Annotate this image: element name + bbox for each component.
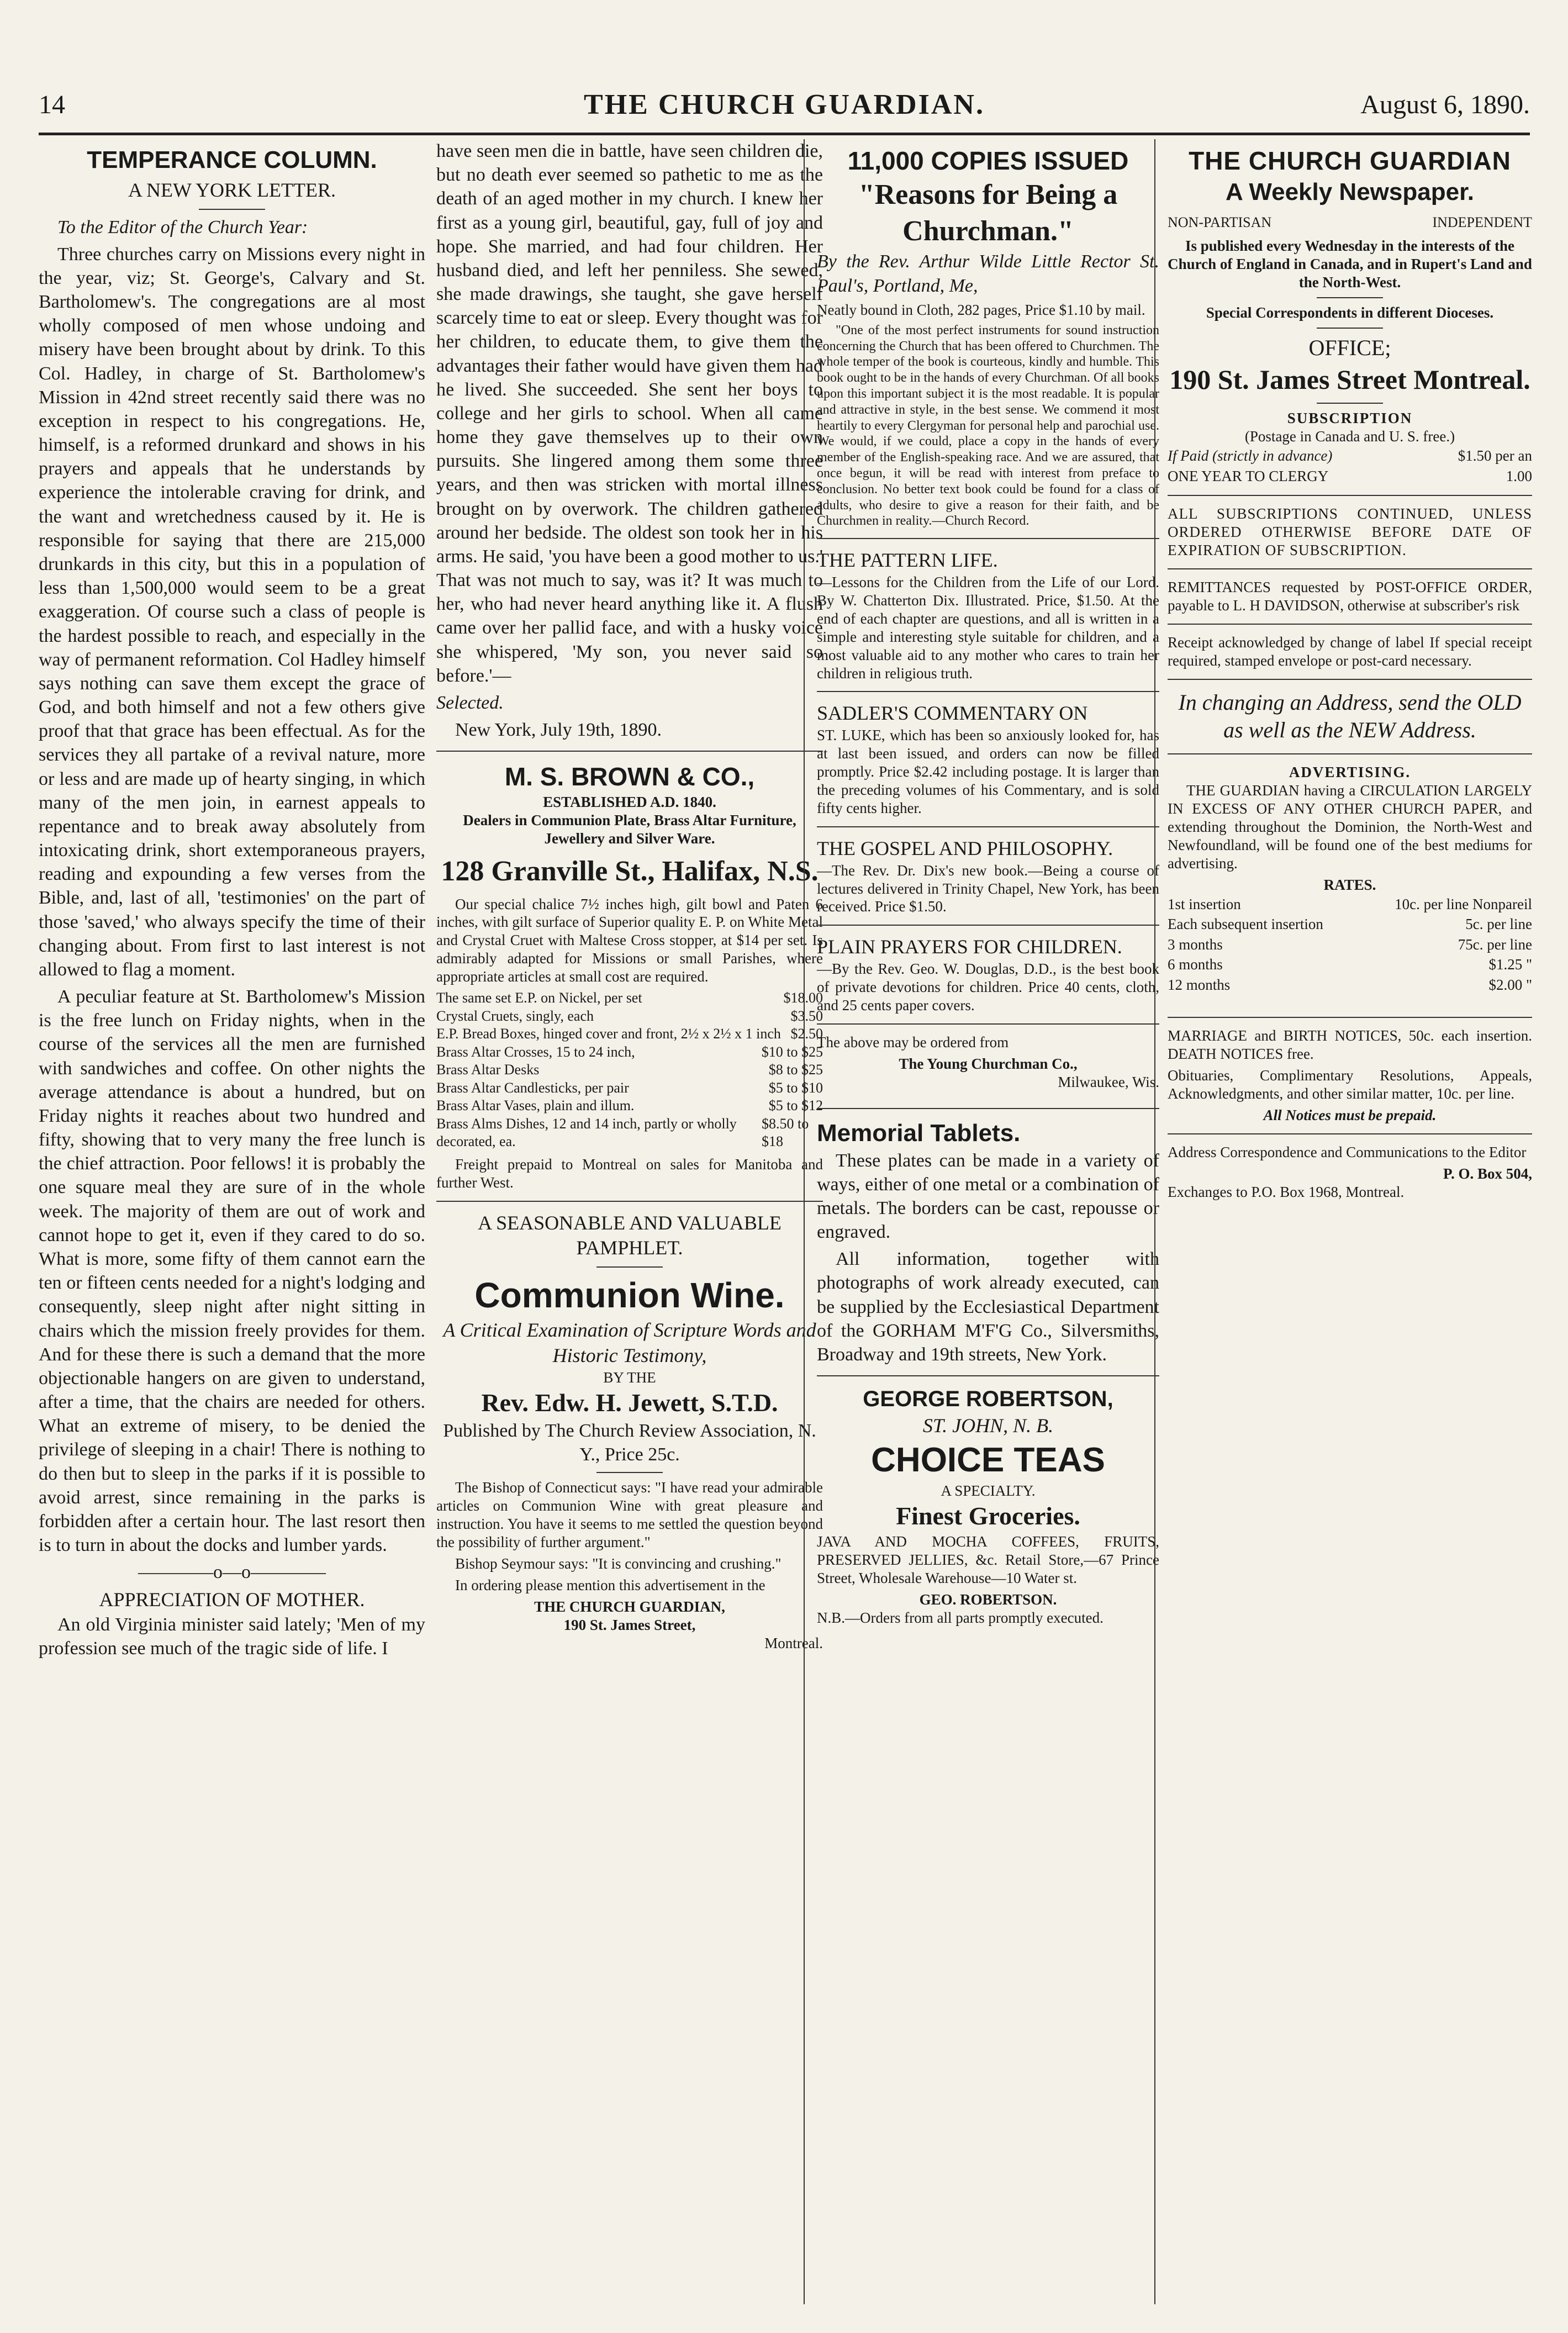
price-item: Brass Alms Dishes, 12 and 14 inch, partly or wholly decorated, ea. $8.50 to $18 [436,1115,809,1150]
sadler-title: SADLER'S COMMENTARY ON [817,702,1088,725]
exchanges-note: Exchanges to P.O. Box 1968, Montreal. [1168,1183,1405,1200]
pamphlet-author: Rev. Edw. H. Jewett, S.T.D. [481,1388,778,1417]
order-firm: The Young Churchman Co., [899,1055,1078,1072]
gospel-title: THE GOSPEL AND PHILOSOPHY. [817,837,1113,859]
postage-note: (Postage in Canada and U. S. free.) [1244,428,1455,445]
robertson-nb: N.B.—Orders from all parts promptly executed. [817,1609,1104,1626]
divider [1168,568,1532,569]
communion-wine-title: Communion Wine. [474,1275,785,1316]
price-item: E.P. Bread Boxes, hinged cover and front, 2½ x 2½ x 1 inch $2.50 [436,1026,823,1042]
brown-ad-body: Our special chalice 7½ inches high, gilt bowl and Paten 6 inches, with gilt surface of Superior quality E. P. on White Metal and Crystal Cruet with Maltese Cross stopper, at $14 per set. Is admirably adapted for Missions or small Parishes, where appropriate articles at small cost are required. [436,895,823,985]
column-3 [804,139,1159,2304]
specialty-label: A SPECIALTY. [941,1482,1036,1500]
po-box: P. O. Box 504, [1443,1165,1532,1182]
sadler-body: ST. LUKE, which has been so anxiously looked for, has at last been issued, and orders can now be filled promptly. Price $2.42 including postage. It is larger than the preceding volumes of his Commentary, and is sold fifty cents higher. [817,727,1159,816]
order-note: The above may be ordered from [817,1033,1009,1051]
column-4 [1154,139,1532,2304]
dateline: New York, July 19th, 1890. [455,720,662,741]
reasons-review: "One of the most perfect instruments for sound instruction concerning the Church that has been offered to Churchmen. The whole temper of the book is courteous, kindly and humble. This book ought to be in the hands of every Churchman. Of all books upon this important subject it is the most readable. It is popular and attractive in style, in the best sense. We commend it most heartily to every Clergyman for personal help and parochial use. We would, if we could, place a copy in the hands of every member of the English-speaking race. And we are assured, that once begun, it will be read with interest from preface to conclusion. No better text book could be found for a class of adults, who desire to give a reason for their faith, and be Churchmen in reality.—Church Record. [817,323,1159,529]
obituaries-note: Obituaries, Complimentary Resolutions, Appeals, Acknowledgments, and other similar matter, 10c. per line. [1168,1067,1532,1102]
receipt-note: Receipt acknowledged by change of label If special receipt required, stamped envelope or post-card necessary. [1168,634,1532,669]
mother-heading: APPRECIATION OF MOTHER. [99,1588,365,1611]
price-item: Brass Altar Vases, plain and illum. $5 to $12 [436,1097,823,1114]
finest-groceries: Finest Groceries. [896,1502,1080,1530]
divider [1168,495,1532,496]
brown-ad-pricelist [436,989,823,1151]
mother-paragraph-2: have seen men die in battle, have seen children die, but no death ever seemed so pathetic to me as the death of an aged mother in my church. I knew her first as a young girl, beautiful, gay, full of joy and hope. She married, and had four children. Her husband died, and left her penniless. She sewed, she made drawings, she taught, she gave herself scarcely time to eat or sleep. Every thought was for her children, to educate them, to give them the advantages their father would have given them had he lived. She succeeded. She sent her boys to college and her girls to school. When all came home they gave themselves up to their own pursuits. She lingered among them some three years, and then was stricken with mortal illness brought on by overwork. The children gathered around her bedside. The oldest son took her in his arms. He said, 'you have been a good mother to us.' That was not much to say, was it? It was much to her, who had never heard anything like it. A flush came over her pallid face, and with a husky voice she whispered, 'My son, you never said so before.'— [436,141,823,686]
copies-issued-heading: 11,000 COPIES ISSUED [847,146,1129,175]
robertson-name: GEORGE ROBERTSON, [863,1387,1113,1412]
robertson-city: ST. JOHN, N. B. [922,1414,1054,1437]
price-item: Brass Altar Candlesticks, per pair $5 to $10 [436,1079,823,1096]
pamphlet-address: 190 St. James Street, [563,1617,696,1633]
issue-date: August 6, 1890. [1360,90,1530,119]
divider [817,925,1159,926]
mother-paragraph-1: An old Virginia minister said lately; 'Men of my profession see much of the tragic side of life. I [39,1614,425,1659]
non-partisan-label: NON-PARTISAN [1168,214,1272,231]
reasons-title: "Reasons for Being a Churchman." [858,179,1118,247]
divider [817,1108,1159,1109]
divider [1168,1017,1532,1018]
brown-ad-address: 128 Granville St., Halifax, N.S. [441,855,819,887]
page-number: 14 [39,90,65,119]
selected-credit: Selected. [436,692,504,713]
memorial-body-1: These plates can be made in a variety of ways, either of one metal or a combination of metals. The borders can be cast, repousse or engraved. [817,1150,1159,1243]
office-heading: OFFICE; [1308,335,1391,361]
robertson-signature: GEO. ROBERTSON. [919,1591,1057,1608]
rates-heading: RATES. [1323,876,1376,893]
plain-prayers-title: PLAIN PRAYERS FOR CHILDREN. [817,936,1122,958]
prepaid-note: All Notices must be prepaid. [1263,1106,1437,1123]
brown-ad-freight: Freight prepaid to Montreal on sales for Manitoba and further West. [436,1155,823,1191]
divider [436,1201,823,1202]
tag-row [1168,213,1532,231]
rate-row: 1st insertion 10c. per line Nonpareil [1168,895,1532,912]
order-city: Milwaukee, Wis. [1058,1073,1159,1090]
divider [1168,753,1532,754]
rate-row: 12 months $2.00 " [1168,976,1532,993]
pamphlet-order: In ordering please mention this advertisement in the [455,1577,765,1594]
pamphlet-city: Montreal. [764,1634,823,1651]
pamphlet-paper: THE CHURCH GUARDIAN, [534,1598,725,1616]
subscription-continued: ALL SUBSCRIPTIONS CONTINUED, UNLESS ORDERED OTHERWISE BEFORE DATE OF EXPIRATION OF SUBSCRIPTION. [1168,505,1532,558]
office-address: 190 St. James Street Montreal. [1169,363,1530,395]
independent-label: INDEPENDENT [1432,214,1532,231]
rate-row: 3 months 75c. per line [1168,936,1532,953]
divider [1168,1133,1532,1134]
pamphlet-quote-1: The Bishop of Connecticut says: "I have read your admirable articles on Communion Wine with great pleasure and instruction. You have it seems to me settled the question beyond the possibility of further argument." [436,1479,823,1551]
price-item: Brass Altar Desks $8 to $25 [436,1062,823,1078]
pamphlet-quote-2: Bishop Seymour says: "It is convincing and crushing." [455,1555,782,1572]
price-item: The same set E.P. on Nickel, per set $18.00 [436,990,823,1006]
divider [1317,403,1383,404]
divider [817,1023,1159,1025]
divider [199,209,265,210]
gospel-body: —The Rev. Dr. Dix's new book.—Being a course of lectures delivered in Trinity Chapel, New York, has been received. Price $1.50. [817,862,1159,915]
pamphlet-publisher: Published by The Church Review Association, N. Y., Price 25c. [443,1421,816,1465]
pamphlet-subtitle: A Critical Examination of Scripture Words and Historic Testimony, [443,1319,816,1367]
weekly-newspaper: A Weekly Newspaper. [1226,178,1474,206]
divider [817,826,1159,827]
divider [596,1472,663,1473]
brown-ad-description: Dealers in Communion Plate, Brass Altar Furniture, Jewellery and Silver Ware. [463,811,796,847]
divider [1317,328,1383,329]
advertising-heading: ADVERTISING. [1289,764,1411,781]
change-address-note: In changing an Address, send the OLD as well as the NEW Address. [1178,689,1522,743]
pattern-life-body: —Lessons for the Children from the Life of our Lord. By W. Chatterton Dix. Illustrated. Price, $1.50. At the end of each chapter are questions, and all is written in a simple and interesting style suitable for children, and a most valuable aid to any mother who cares to train her children in religious truth. [817,573,1159,682]
memorial-body-2: All information, together with photographs of work already executed, can be supplied by the Ecclesiastical Department of the GORHAM M'F'G Co., Silversmiths, Broadway and 19th streets, New York. [817,1249,1159,1365]
correspondents-note: Special Correspondents in different Dioceses. [1206,304,1494,321]
advertising-body: THE GUARDIAN having a CIRCULATION LARGELY IN EXCESS OF ANY OTHER CHURCH PAPER, and extending throughout the Dominion, the North-West and Newfoundland, will be found one of the best mediums for advertising. [1168,782,1532,872]
brown-ad-established: ESTABLISHED A.D. 1840. [543,793,716,810]
choice-teas-title: CHOICE TEAS [871,1440,1105,1479]
memorial-tablets-title: Memorial Tablets. [817,1119,1021,1147]
publication-note: Is published every Wednesday in the interests of the Church of England in Canada, and in Rupert's Land and the North-West. [1168,237,1532,291]
subscription-clergy-row: ONE YEAR TO CLERGY 1.00 [1168,467,1532,484]
divider [596,1266,663,1268]
column-1 [39,139,425,2304]
reasons-author: By the Rev. Arthur Wilde Little Rector St. Paul's, Portland, Me, [817,251,1159,296]
divider [817,691,1159,692]
temperance-heading: TEMPERANCE COLUMN. [87,146,377,173]
column-2 [436,139,823,2304]
remittances-note: REMITTANCES requested by POST-OFFICE ORDER, payable to L. H DAVIDSON, otherwise at subscriber's risk [1168,578,1532,614]
pattern-life-title: THE PATTERN LIFE. [817,549,998,572]
plain-prayers-body: —By the Rev. Geo. W. Douglas, D.D., is the best book of private devotions for children. Price 40 cents, cloth, and 25 cents paper covers. [817,960,1159,1014]
divider [1317,297,1383,298]
price-item: Brass Altar Crosses, 15 to 24 inch, $10 to $25 [436,1043,823,1060]
rate-row: 6 months $1.25 " [1168,956,1532,973]
divider [817,1375,1159,1376]
paper-title: THE CHURCH GUARDIAN. [584,89,985,120]
robertson-list: JAVA AND MOCHA COFFEES, FRUITS, PRESERVED JELLIES, &c. Retail Store,—67 Prince Street, Wholesale Warehouse—10 Water st. [817,1533,1159,1586]
salutation: To the Editor of the Church Year: [57,217,308,237]
price-item: Crystal Cruets, singly, each $3.50 [436,1007,823,1024]
reasons-price: Neatly bound in Cloth, 282 pages, Price $1.10 by mail. [817,301,1145,318]
temperance-paragraph-1: Three churches carry on Missions every night in the year, viz; St. George's, Calvary and St. Bartholomew's. The congregations are al most wholly composed of men whose undoing and misery have been brought about by drink. To this Col. Hadley, in charge of St. Bartholomew's Mission in 42nd street recently said there was no exception in respect to his congregations. He, himself, is a reformed drunkard and shows in his prayers and appeals that he understands by experience the intolerable craving for drink, and the want and wretchedness caused by it. He is responsible for saying that there are 215,000 drunkards in this city, but this in a population of less than 1,500,000 would seem to be a great exaggeration. Of course such a class of people is the hardest possible to reach, and especially in the way of permanent reformation. Col Hadley himself says nothing can save them except the grace of God, and both himself and not a few others give proof that that grace has been effectual. As for the services they all partake of a revival nature, more or less and are made up of hearty singing, in which many of the men join, in earnest appeals to repentance and to break away absolutely from intoxicating drink, short extemporaneous prayers, reading and expounding a few verses from the Bible, and, last of all, 'testimonies' on the part of those 'saved,' who always specify the time of their changing about. From first to last interest is not allowed to flag a moment. [39,244,425,980]
separator: ————o—o———— [138,1562,326,1583]
divider [1168,624,1532,625]
subscription-paid-row: If Paid (strictly in advance) $1.50 per an [1168,447,1532,465]
divider [817,538,1159,539]
pamphlet-by: BY THE [603,1369,656,1386]
guardian-title: THE CHURCH GUARDIAN [1189,146,1511,175]
address-note: Address Correspondence and Communications to the Editor [1168,1143,1527,1160]
brown-ad-title: M. S. BROWN & CO., [504,762,755,791]
divider [1168,679,1532,680]
marriage-notices: MARRIAGE and BIRTH NOTICES, 50c. each insertion. DEATH NOTICES free. [1168,1027,1532,1062]
letter-subheading: A NEW YORK LETTER. [128,178,336,201]
masthead [39,83,1530,135]
rate-row: Each subsequent insertion 5c. per line [1168,916,1532,933]
temperance-paragraph-2: A peculiar feature at St. Bartholomew's Mission is the free lunch on Friday nights, when in the course of the services all the men are furnished with sandwiches and coffee. On other nights the average attendance is about a hundred, but on Friday nights it reaches about two hundred and fifty, showing that to very many the free lunch is the chief attraction. Poor fellows! it is probably the one square meal they are sure of in the whole week. The majority of them are out of work and cannot hope to get it, even if they cared to do so. What is more, some fifty of them cannot earn the ten or fifteen cents needed for a night's lodging and consequently, sleep night after night sitting in chairs which the mission freely provides for them. And for these there is such a demand that the more objectionable hangers on are given to understand, after a time, that the chairs are needed for others. What an extreme of misery, to be denied the privilege of sleeping in a chair! There is nothing to do then but to sleep in the parks if it is possible to avoid arrest, since remaining in the parks is forbidden after a certain hour. The last resort then is to turn in about the docks and lumber yards. [39,986,425,1556]
subscription-heading: SUBSCRIPTION [1287,410,1413,427]
pamphlet-heading: A SEASONABLE AND VALUABLE PAMPHLET. [478,1211,782,1259]
divider [436,751,823,752]
